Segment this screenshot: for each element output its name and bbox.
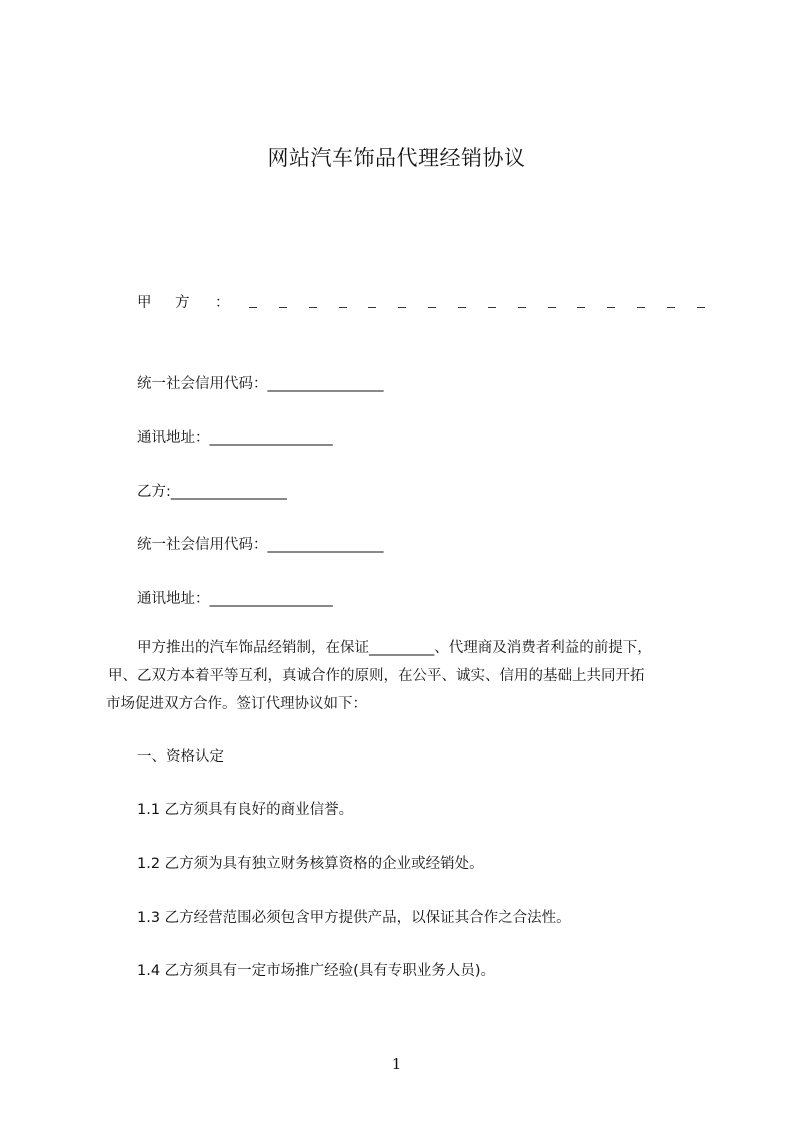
section-1-item-3: 1.3 乙方经营范围必须包含甲方提供产品，以保证其合作之合法性。: [137, 910, 571, 926]
section-1-item-4: 1.4 乙方须具有一定市场推广经验(具有专职业务人员)。: [137, 963, 495, 979]
party-b-line: 乙方:________________: [137, 484, 287, 500]
section-1-heading: 一、资格认定: [137, 749, 224, 765]
section-1-item-2: 1.2 乙方须为具有独立财务核算资格的企业或经销处。: [137, 856, 484, 872]
party-a-blank: [249, 297, 705, 308]
party-a-colon: ：: [215, 295, 230, 311]
party-a-address: 通讯地址：_________________: [137, 430, 333, 446]
intro-paragraph: [106, 634, 706, 718]
party-a-credit-code: 统一社会信用代码：________________: [137, 376, 384, 392]
party-a-label-char2: 方: [175, 295, 190, 311]
page-number: 1: [391, 1055, 402, 1073]
party-b-credit-code: 统一社会信用代码：________________: [137, 537, 384, 553]
intro-line-1: 甲方推出的汽车饰品经销制，在保证_________、代理商及消费者利益的前提下，: [137, 640, 652, 656]
intro-line-2: 甲、乙双方本着平等互利，真诚合作的原则，在公平、诚实、信用的基础上共同开拓: [108, 668, 645, 684]
section-1-item-1: 1.1 乙方须具有良好的商业信誉。: [137, 802, 354, 818]
party-b-address: 通讯地址：_________________: [137, 591, 333, 607]
document-title: 网站汽车饰品代理经销协议: [267, 146, 526, 170]
party-a-label-char1: 甲: [137, 295, 152, 311]
intro-line-3: 市场促进双方合作。签订代理协议如下：: [106, 696, 367, 712]
